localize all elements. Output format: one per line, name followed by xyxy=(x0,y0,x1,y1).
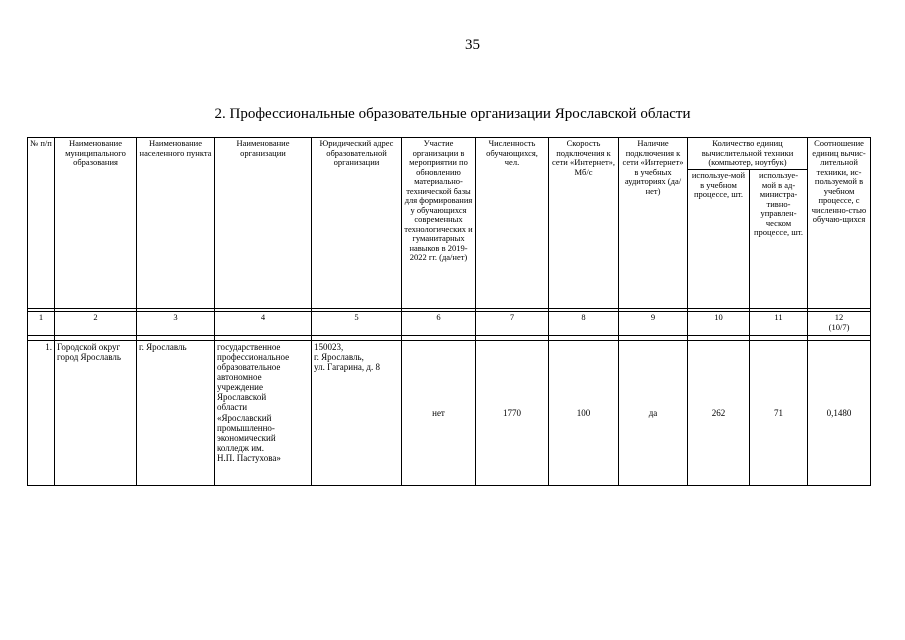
header-num: № п/п xyxy=(28,138,55,309)
row-students: 1770 xyxy=(476,341,549,486)
header-settlement: Наименование населенного пункта xyxy=(137,138,215,309)
column-number-row xyxy=(28,312,871,336)
column-number: 4 xyxy=(215,312,312,336)
row-participation: нет xyxy=(402,341,476,486)
row-ratio: 0,1480 xyxy=(808,341,871,486)
column-number: 11 xyxy=(750,312,808,336)
header-municipality: Наименование муниципального образования xyxy=(55,138,137,309)
row-internet: да xyxy=(619,341,688,486)
header-computers-group: Количество единиц вычислительной техники (компьютер, ноутбук) xyxy=(688,138,808,170)
column-number: 12 (10/7) xyxy=(808,312,871,336)
column-number: 7 xyxy=(476,312,549,336)
column-number: 3 xyxy=(137,312,215,336)
header-participation: Участие организации в мероприятии по обновлению материально-технической базы для формирования у обучающихся современных технологических и гуманитарных навыков в 2019-2022 гг. (да/нет) xyxy=(402,138,476,309)
row-settlement: г. Ярославль xyxy=(137,341,215,486)
column-number: 2 xyxy=(55,312,137,336)
column-number: 6 xyxy=(402,312,476,336)
row-municipality: Городской округ город Ярославль xyxy=(55,341,137,486)
column-number: 9 xyxy=(619,312,688,336)
column-number: 8 xyxy=(549,312,619,336)
header-address: Юридический адрес образовательной организации xyxy=(312,138,402,309)
header-students: Численность обучающихся, чел. xyxy=(476,138,549,309)
table-row xyxy=(28,341,871,486)
header-row xyxy=(28,138,871,170)
header-pc-edu: используе-мой в учебном процессе, шт. xyxy=(688,170,750,309)
header-internet: Наличие подключения к сети «Интернет» в учебных аудиториях (да/нет) xyxy=(619,138,688,309)
row-organization: государственное профессиональное образовательное автономное учреждение Ярославской области «Ярославский промышленно- экономический колледж им. Н.П. Пастухова» xyxy=(215,341,312,486)
header-speed: Скорость подключения к сети «Интернет», Мб/с xyxy=(549,138,619,309)
row-address: 150023, г. Ярославль, ул. Гагарина, д. 8 xyxy=(312,341,402,486)
column-number: 10 xyxy=(688,312,750,336)
organizations-table xyxy=(27,137,871,486)
page-number: 35 xyxy=(465,37,480,53)
header-organization: Наименование организации xyxy=(215,138,312,309)
column-number: 5 xyxy=(312,312,402,336)
row-speed: 100 xyxy=(549,341,619,486)
row-pc-edu: 262 xyxy=(688,341,750,486)
row-pc-admin: 71 xyxy=(750,341,808,486)
column-number: 1 xyxy=(28,312,55,336)
header-ratio: Соотношение единиц вычис-лительной техники, ис-пользуемой в учебном процессе, с численно-стью обучаю-щихся xyxy=(808,138,871,309)
section-title: 2. Профессиональные образовательные организации Ярославской области xyxy=(214,106,691,122)
header-pc-admin: используе-мой в ад-министра-тивно-управлен-ческом процессе, шт. xyxy=(750,170,808,309)
row-number: 1. xyxy=(28,341,55,486)
